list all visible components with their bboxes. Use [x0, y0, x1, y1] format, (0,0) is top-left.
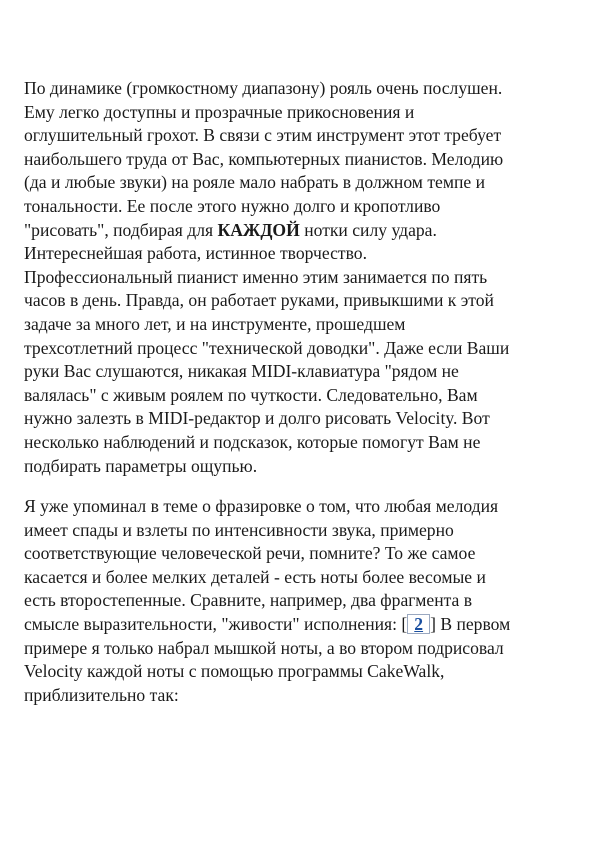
- text-line: часов в день. Правда, он работает руками, привыкшими к этой: [24, 290, 494, 311]
- text-line: нужно залезть в MIDI-редактор и долго рисовать Velocity. Вот: [24, 408, 490, 429]
- text-fragment: ] В первом: [430, 614, 511, 635]
- text-line: Я уже упоминал в теме о фразировке о том, что любая мелодия: [24, 496, 499, 517]
- document-body: [24, 77, 574, 707]
- example-2-link[interactable]: 2: [407, 614, 430, 634]
- text-line: имеет спады и взлеты по интенсивности звука, примерно: [24, 519, 454, 540]
- text-line: трехсотлетний процесс "технической доводки". Даже если Ваши: [24, 337, 510, 358]
- text-line: По динамике (громкостному диапазону) рояль очень послушен.: [24, 78, 503, 98]
- text-line: наибольшего труда от Вас, компьютерных пианистов. Мелодию: [24, 148, 504, 169]
- text-line: [24, 613, 574, 637]
- text-line: несколько наблюдений и подсказок, которые помогут Вам не: [24, 431, 481, 452]
- text-line: руки Вас слушаются, никакая MIDI-клавиатура "рядом не: [24, 361, 459, 382]
- text-line: Velocity каждой ноты с помощью программы CakeWalk,: [24, 661, 445, 682]
- text-line: есть второстепенные. Сравните, например, два фрагмента в: [24, 590, 473, 611]
- text-fragment: нотки силу удара.: [299, 219, 437, 240]
- text-fragment: смысле выразительности, "живости" исполнения: [: [24, 614, 408, 635]
- text-line: соответствующие человеческой речи, помните? То же самое: [24, 543, 476, 564]
- text-line: тональности. Ее после этого нужно долго и кропотливо: [24, 195, 441, 216]
- text-line: Ему легко доступны и прозрачные прикосновения и: [24, 101, 415, 122]
- paragraph-phrasing: [24, 495, 574, 707]
- text-line: [24, 219, 574, 243]
- text-line: подбирать параметры ощупью.: [24, 455, 258, 476]
- text-line: валялась" с живым роялем по чуткости. Следовательно, Вам: [24, 384, 478, 405]
- text-line: приблизительно так:: [24, 684, 179, 705]
- text-line: Профессиональный пианист именно этим занимается по пять: [24, 266, 488, 287]
- text-fragment: "рисовать", подбирая для: [24, 219, 218, 240]
- text-line: примере я только набрал мышкой ноты, а во втором подрисовал: [24, 637, 504, 658]
- text-line: оглушительный грохот. В связи с этим инструмент этот требует: [24, 125, 502, 146]
- text-line: Интереснейшая работа, истинное творчество.: [24, 243, 367, 264]
- text-line: задаче за много лет, и на инструменте, прошедшем: [24, 313, 406, 334]
- emphasis-word: КАЖДОЙ: [217, 219, 300, 240]
- text-line: касается и более мелких деталей - есть ноты более весомые и: [24, 566, 486, 587]
- text-line: (да и любые звуки) на рояле мало набрать в должном темпе и: [24, 172, 485, 193]
- paragraph-dynamics: [24, 77, 574, 478]
